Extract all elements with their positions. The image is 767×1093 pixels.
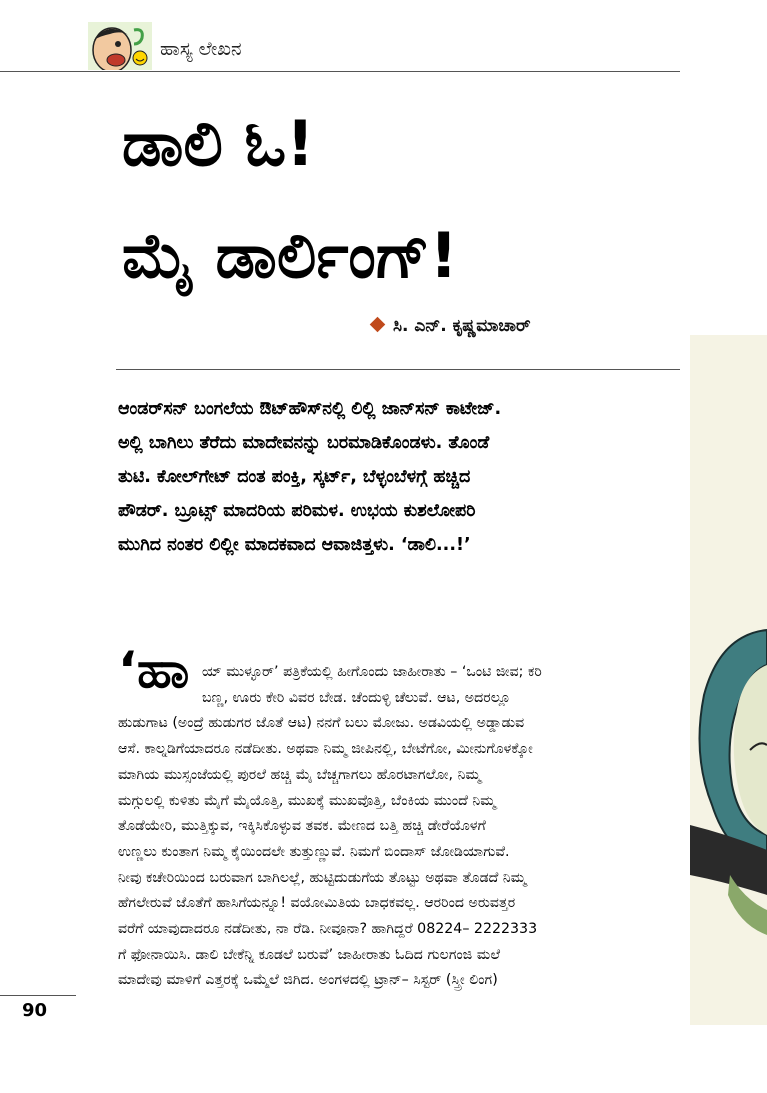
byline-rule	[116, 369, 680, 370]
body-line: ತೊಡೆಯೇರಿ, ಮುತ್ತಿಕ್ಕುವ, ಇಕ್ಕಿಸಿಕೊಳ್ಳುವ ತವಕ. ಮೇಣದ ಬತ್ತಿ ಹಚ್ಚಿ ಡೇರೆಯೊಳಗೆ	[118, 818, 486, 835]
footer-rule	[0, 995, 76, 996]
header-rule	[0, 71, 680, 72]
section-logo	[88, 22, 152, 70]
drop-cap: ‘ಹಾ	[118, 641, 190, 699]
lead-paragraph	[118, 392, 666, 562]
body-line: ವರೆಗೆ ಯಾವುದಾದರೂ ನಡೆದೀತು, ನಾ ರೆಡಿ. ನೀವೂನಾ? ಹಾಗಿದ್ದರೆ 08224– 2222333	[118, 921, 538, 938]
body-line: ಹೆಗಲೇರುವೆ ಜೊತೆಗೆ ಹಾಸಿಗೆಯನ್ನೂ! ವಯೋಮಿತಿಯ ಬಾಧಕವಲ್ಲ. ಆರರಿಂದ ಅರುವತ್ತರ	[118, 895, 516, 912]
body-line: ಮಾಗಿಯ ಮುಸ್ಸಂಜೆಯಲ್ಲಿ ಪುರಲೆ ಹಚ್ಚಿ ಮೈ ಬೆಚ್ಚಗಾಗಲು ಹೊರಟಾಗಲೋ, ನಿಮ್ಮ	[118, 766, 481, 783]
body-line: ಮಾದೇವು ಮಾಳಿಗೆ ಎತ್ತರಕ್ಕೆ ಒಮ್ಮೆಲೆ ಜಿಗಿದ. ಅಂಗಳದಲ್ಲಿ ಟ್ರಾನ್– ಸಿಸ್ಟರ್ (ಸ್ತ್ರೀ ಲಿಂಗ)	[118, 972, 498, 989]
side-illustration	[690, 335, 767, 1025]
lead-line: ಮುಗಿದ ನಂತರ ಲಿಲ್ಲೀ ಮಾದಕವಾದ ಆವಾಜಿತ್ತಳು. ‘ಡಾಲಿ...!’	[118, 535, 471, 555]
cartoon-face-smiley-icon	[88, 22, 152, 70]
lead-line: ಅಲ್ಲಿ ಬಾಗಿಲು ತೆರೆದು ಮಾದೇವನನ್ನು ಬರಮಾಡಿಕೊಂಡಳು. ತೊಂಡೆ	[118, 433, 490, 453]
diamond-bullet-icon	[370, 317, 386, 333]
title-line-1: ಡಾಲಿ ಓ!	[122, 107, 315, 180]
author-name: ಸಿ. ಎನ್. ಕೃಷ್ಣಮಾಚಾರ್	[393, 316, 531, 336]
byline	[372, 316, 531, 336]
section-label: ಹಾಸ್ಯ ಲೇಖನ	[160, 38, 242, 60]
body-line: ಯ್ ಮುಳ್ಳೂರ್’ ಪತ್ರಿಕೆಯಲ್ಲಿ ಹೀಗೊಂದು ಜಾಹೀರಾತು – ‘ಒಂಟಿ ಜೀವ; ಕರಿ	[202, 664, 542, 680]
page-number: 90	[22, 1000, 48, 1021]
lead-line: ಪೌಡರ್. ಬ್ರೂಟ್ಸ್ ಮಾದರಿಯ ಪರಿಮಳ. ಉಭಯ ಕುಶಲೋಪರಿ	[118, 501, 476, 521]
body-line: ಉಣ್ಣಲು ಕುಂತಾಗ ನಿಮ್ಮ ಕೈಯಿಂದಲೇ ತುತ್ತುಣ್ಣುವೆ. ನಿಮಗೆ ಬಿಂದಾಸ್ ಜೋಡಿಯಾಗುವೆ.	[118, 843, 510, 860]
body-line: ಬಣ್ಣ, ಊರು ಕೇರಿ ವಿವರ ಬೇಡ. ಚೆಂದುಳ್ಳಿ ಚೆಲುವೆ. ಆಟ, ಅದರಲ್ಲೂ	[202, 689, 511, 706]
body-text	[118, 660, 678, 994]
body-line: ಹುಡುಗಾಟ (ಅಂದ್ರೆ ಹುಡುಗರ ಜೊತೆ ಆಟ) ನನಗೆ ಬಲು ಮೋಜು. ಅಡವಿಯಲ್ಲಿ ಅಡ್ಡಾಡುವ	[118, 715, 525, 732]
body-line: ಗೆ ಫೋನಾಯಿಸಿ. ಡಾಲಿ ಬೇಕೆನ್ನಿ ಕೂಡಲೆ ಬರುವೆ’ ಜಾಹೀರಾತು ಓದಿದ ಗುಲಗಂಜಿ ಮಲೆ	[118, 946, 501, 963]
cartoon-figure-illustration	[690, 335, 767, 1025]
lead-line: ಆಂಡರ್‌ಸನ್ ಬಂಗಲೆಯ ಔಟ್‌ಹೌಸ್‌ನಲ್ಲಿ ಲಿಲ್ಲಿ ಜಾನ್‌ಸನ್ ಕಾಟೇಜ್.	[118, 399, 502, 419]
body-line: ಮಗ್ಗುಲಲ್ಲಿ ಕುಳಿತು ಮೈಗೆ ಮೈಯೊತ್ತಿ, ಮುಖಕ್ಕೆ ಮುಖವೊತ್ತಿ, ಬೆಂಕಿಯ ಮುಂದೆ ನಿಮ್ಮ	[118, 792, 496, 809]
body-line: ನೀವು ಕಚೇರಿಯಿಂದ ಬರುವಾಗ ಬಾಗಿಲಲ್ಲೆ, ಹುಟ್ಟಿದುಡುಗೆಯ ತೊಟ್ಟು ಅಥವಾ ತೊಡದೆ ನಿಮ್ಮ	[118, 869, 527, 886]
lead-line: ತುಟಿ. ಕೋಲ್‌ಗೇಟ್ ದಂತ ಪಂಕ್ತಿ, ಸ್ಕರ್ಟ್, ಬೆಳ್ಳಂಬೆಳಗ್ಗೆ ಹಚ್ಚಿದ	[118, 467, 471, 487]
body-line: ಆಸೆ. ಕಾಲ್ನಡಿಗೆಯಾದರೂ ನಡೆದೀತು. ಅಥವಾ ನಿಮ್ಮ ಜೀಪಿನಲ್ಲಿ, ಬೇಟೆಗೋ, ಮೀನುಗೊಳಕ್ಕೋ	[118, 741, 533, 758]
title-line-2: ಮೈ ಡಾರ್ಲಿಂಗ್!	[122, 219, 458, 292]
article-title	[122, 88, 662, 312]
